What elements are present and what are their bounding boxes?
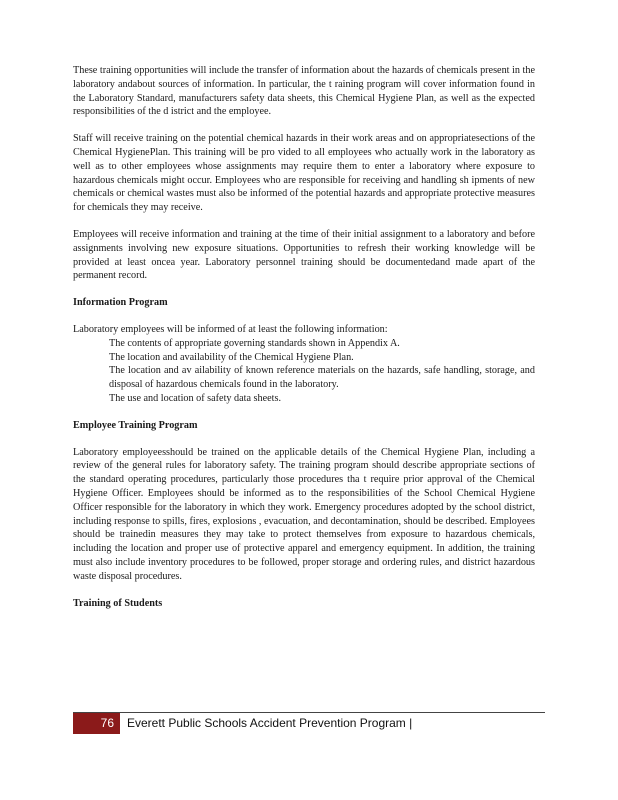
list-item: The location and availability of the Chemical Hygiene Plan. [109,351,354,363]
heading-training-of-students: Training of Students [73,597,163,609]
heading-employee-training-program: Employee Training Program [73,419,198,431]
list-item: The contents of appropriate governing standards shown in Appendix A. [109,337,400,349]
information-list [73,337,535,406]
information-intro: Laboratory employees will be informed of at least the following information: [73,323,388,335]
list-item: The location and av ailability of known reference materials on the hazards, safe handling, storage, and disposal of hazardous chemicals found in the laboratory. [109,365,535,391]
paragraph-employee-information: Employees will receive information and training at the time of their initial assignment to a laboratory and before assignments involving new exposure situations. Opportunities to refresh their working knowledge will be provided at least oncea year. Laboratory personnel training should be documentedand made apart of the permanent record. [73,228,535,282]
page-number: 76 [73,713,120,734]
list-item: The use and location of safety data sheets. [109,392,281,404]
paragraph-employee-training: Laboratory employeesshould be trained on the applicable details of the Chemical Hygiene Plan, including a review of the general rules for laboratory safety. The training program should describe appropriate sections of the standard operating procedures, particularly those procedures tha t require prior approval of the Chemical Hygiene Officer. Employees should be informed as to the responsibilities of the School Chemical Hygiene Officer responsible for the laboratory in which they work. Emergency procedures adopted by the school district, including response to spills, fires, explosions , evacuation, and decontamination, should be described. Employees should be trainedin measures they may take to protect themselves from exposure to hazardous chemicals, including the location and proper use of protective apparel and emergency equipment. In addition, the training must also include inventory procedures to be followed, proper storage and ordering rules, and district hazardous waste disposal procedures. [73,446,535,582]
footer-title: Everett Public Schools Accident Prevention Program | [127,716,413,730]
heading-information-program: Information Program [73,297,168,309]
paragraph-staff-training: Staff will receive training on the potential chemical hazards in their work areas and on appropriatesections of the Chemical HygienePlan. This training will be pro vided to all employees who actually work in the laboratory as well as to other employees whose assignments may require them to enter a laboratory where exposure to hazardous chemicals might occur. Employees who are responsible for receiving and handling sh ipments of new chemicals or chemical wastes must also be informed of the potential hazards and appropriate protective measures for chemicals they may receive. [73,133,535,214]
document-body [73,64,535,623]
paragraph-training-opportunities: These training opportunities will include the transfer of information about the hazards of chemicals present in the laboratory andabout sources of information. In particular, the t raining program will cover information found in the Laboratory Standard, manufacturers safety data sheets, this Chemical Hygiene Plan, as well as the expected responsibilities of the d istrict and the employee. [73,65,535,118]
page-footer [73,712,545,734]
